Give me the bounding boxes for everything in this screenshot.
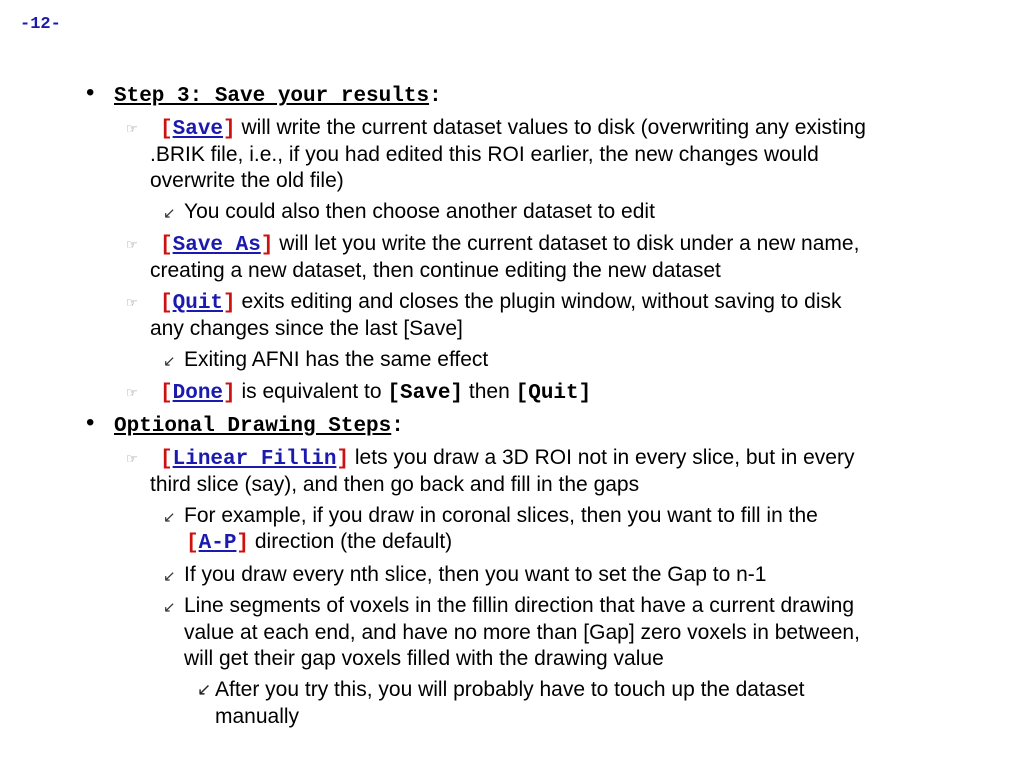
step3-heading: Step 3: Save your results: bbox=[114, 85, 442, 108]
save-line-2: .BRIK file, i.e., if you had edited this ROI earlier, the new changes would bbox=[150, 143, 819, 166]
linear-fillin-button-ref: [Linear Fillin] bbox=[160, 448, 350, 471]
fillin-sub-3-line-1: Line segments of voxels in the fillin direction that have a current drawing bbox=[184, 594, 855, 617]
fillin-sub-3-line-3: will get their gap voxels filled with the drawing value bbox=[184, 647, 664, 670]
save-sub: You could also then choose another dataset to edit bbox=[184, 200, 655, 223]
hand-pointer-icon: ☞ bbox=[126, 121, 138, 136]
fillin-subsub-line-1: After you try this, you will probably have to touch up the dataset bbox=[215, 678, 805, 701]
arrow-icon: ↙ bbox=[163, 509, 176, 526]
step3-title: Step 3: Save your results bbox=[114, 85, 430, 108]
page-number: -12- bbox=[20, 15, 61, 34]
fillin-sub-2: If you draw every nth slice, then you want to set the Gap to n-1 bbox=[184, 563, 767, 586]
done-button-ref: [Done] bbox=[160, 382, 236, 405]
a-p-button-ref: [A-P] bbox=[186, 532, 250, 555]
arrow-icon: ↙ bbox=[163, 353, 176, 370]
hand-pointer-icon: ☞ bbox=[126, 295, 138, 310]
done-line: [Done] is equivalent to [Save] then [Quit] bbox=[160, 380, 592, 405]
optional-title: Optional Drawing Steps bbox=[114, 415, 392, 438]
save-as-line-1: [Save As] will let you write the current dataset to disk under a new name, bbox=[160, 232, 860, 257]
hand-pointer-icon: ☞ bbox=[126, 451, 138, 466]
hand-pointer-icon: ☞ bbox=[126, 385, 138, 400]
save-line-3: overwrite the old file) bbox=[150, 169, 344, 192]
bullet-icon: • bbox=[86, 79, 95, 106]
save-as-button-ref: [Save As] bbox=[160, 234, 274, 257]
optional-heading: Optional Drawing Steps: bbox=[114, 415, 404, 438]
arrow-icon: ↙ bbox=[163, 205, 176, 222]
fillin-sub-1-line-1: For example, if you draw in coronal slices, then you want to fill in the bbox=[184, 504, 818, 527]
quit-line-2: any changes since the last [Save] bbox=[150, 317, 463, 340]
fillin-sub-3-line-2: value at each end, and have no more than [Gap] zero voxels in between, bbox=[184, 621, 860, 644]
linear-fillin-line-2: third slice (say), and then go back and fill in the gaps bbox=[150, 473, 640, 496]
quit-button-ref: [Quit] bbox=[160, 292, 236, 315]
hand-pointer-icon: ☞ bbox=[126, 237, 138, 252]
save-as-line-2: creating a new dataset, then continue editing the new dataset bbox=[150, 259, 721, 282]
check-arrow-icon: ↙ bbox=[197, 680, 212, 699]
fillin-subsub-line-2: manually bbox=[215, 705, 300, 728]
save-button-ref: [Save] bbox=[160, 118, 236, 141]
bullet-icon: • bbox=[86, 409, 95, 436]
linear-fillin-line-1: [Linear Fillin] lets you draw a 3D ROI not in every slice, but in every bbox=[160, 446, 855, 471]
arrow-icon: ↙ bbox=[163, 599, 176, 616]
arrow-icon: ↙ bbox=[163, 568, 176, 585]
fillin-sub-1-line-2: [A-P] direction (the default) bbox=[186, 530, 453, 555]
save-line-1: [Save] will write the current dataset values to disk (overwriting any existing bbox=[160, 116, 866, 141]
quit-line-1: [Quit] exits editing and closes the plugin window, without saving to disk bbox=[160, 290, 842, 315]
quit-sub: Exiting AFNI has the same effect bbox=[184, 348, 489, 371]
